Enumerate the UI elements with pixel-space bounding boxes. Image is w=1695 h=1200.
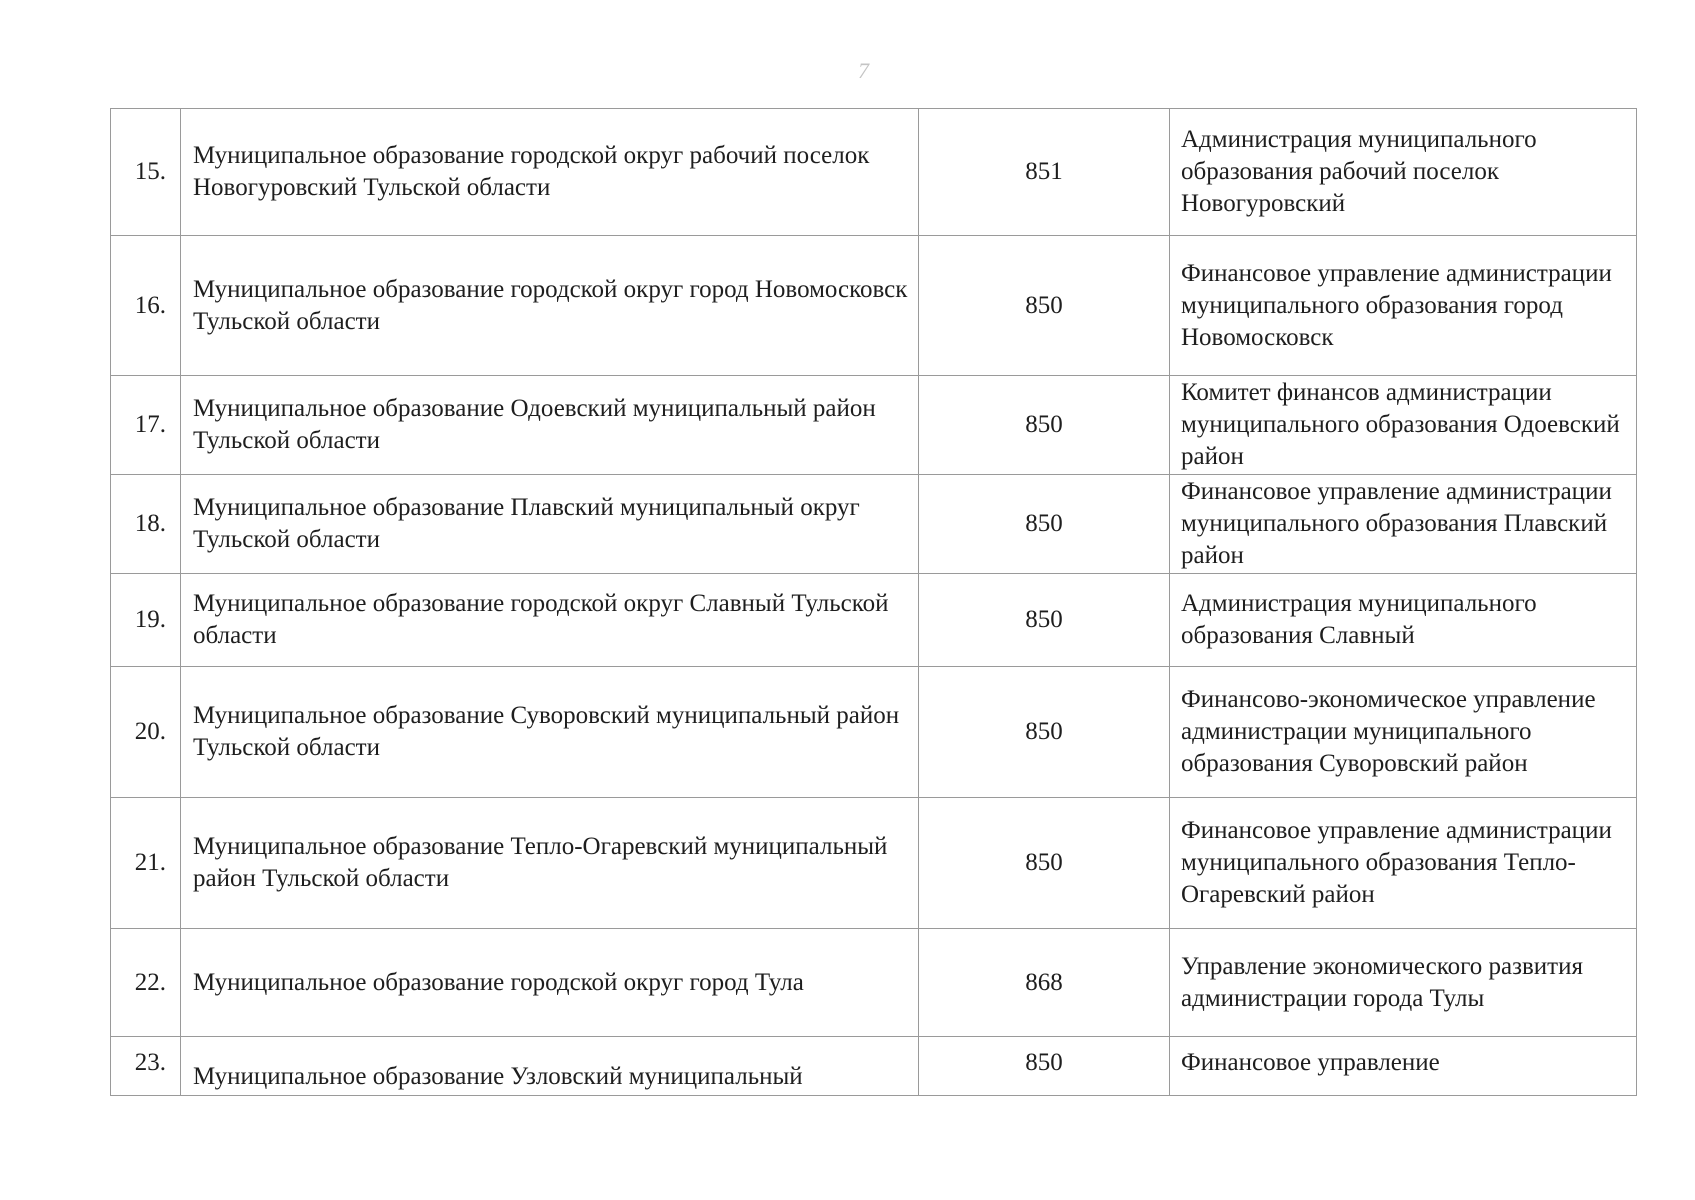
table-row xyxy=(111,109,1637,236)
table-row xyxy=(111,236,1637,376)
budget-code: 868 xyxy=(919,929,1170,1037)
table-row xyxy=(111,929,1637,1037)
municipality-name: Муниципальное образование Тепло-Огаревский муниципальный район Тульской области xyxy=(181,798,919,929)
administrator-name: Финансовое управление xyxy=(1170,1037,1637,1096)
table-row xyxy=(111,667,1637,798)
municipalities-table xyxy=(110,108,1637,1096)
row-number: 22. xyxy=(111,929,181,1037)
budget-code: 850 xyxy=(919,1037,1170,1096)
row-number: 15. xyxy=(111,109,181,236)
municipality-name: Муниципальное образование городской округ Славный Тульской области xyxy=(181,574,919,667)
table-row xyxy=(111,1037,1637,1096)
budget-code: 850 xyxy=(919,236,1170,376)
row-number: 23. xyxy=(111,1037,181,1096)
row-number: 19. xyxy=(111,574,181,667)
table-row xyxy=(111,798,1637,929)
row-number: 17. xyxy=(111,376,181,475)
budget-code: 850 xyxy=(919,667,1170,798)
municipality-name: Муниципальное образование Одоевский муниципальный район Тульской области xyxy=(181,376,919,475)
administrator-name: Управление экономического развития администрации города Тулы xyxy=(1170,929,1637,1037)
municipality-name: Муниципальное образование Узловский муниципальный xyxy=(181,1037,919,1096)
municipality-name: Муниципальное образование городской округ рабочий поселок Новогуровский Тульской области xyxy=(181,109,919,236)
budget-code: 850 xyxy=(919,475,1170,574)
row-number: 20. xyxy=(111,667,181,798)
administrator-name: Финансовое управление администрации муниципального образования Плавский район xyxy=(1170,475,1637,574)
municipality-name: Муниципальное образование городской округ город Новомосковск Тульской области xyxy=(181,236,919,376)
administrator-name: Финансово-экономическое управление администрации муниципального образования Суворовский район xyxy=(1170,667,1637,798)
row-number: 18. xyxy=(111,475,181,574)
administrator-name: Комитет финансов администрации муниципального образования Одоевский район xyxy=(1170,376,1637,475)
municipality-name: Муниципальное образование Суворовский муниципальный район Тульской области xyxy=(181,667,919,798)
table-row xyxy=(111,376,1637,475)
row-number: 16. xyxy=(111,236,181,376)
budget-code: 850 xyxy=(919,376,1170,475)
municipality-name: Муниципальное образование Плавский муниципальный округ Тульской области xyxy=(181,475,919,574)
budget-code: 850 xyxy=(919,574,1170,667)
administrator-name: Финансовое управление администрации муниципального образования Тепло-Огаревский район xyxy=(1170,798,1637,929)
administrator-name: Администрация муниципального образования Славный xyxy=(1170,574,1637,667)
page-number: 7 xyxy=(858,58,869,83)
budget-code: 851 xyxy=(919,109,1170,236)
administrator-name: Администрация муниципального образования рабочий поселок Новогуровский xyxy=(1170,109,1637,236)
table-row xyxy=(111,574,1637,667)
budget-code: 850 xyxy=(919,798,1170,929)
administrator-name: Финансовое управление администрации муниципального образования город Новомосковск xyxy=(1170,236,1637,376)
table-row xyxy=(111,475,1637,574)
row-number: 21. xyxy=(111,798,181,929)
municipality-name: Муниципальное образование городской округ город Тула xyxy=(181,929,919,1037)
